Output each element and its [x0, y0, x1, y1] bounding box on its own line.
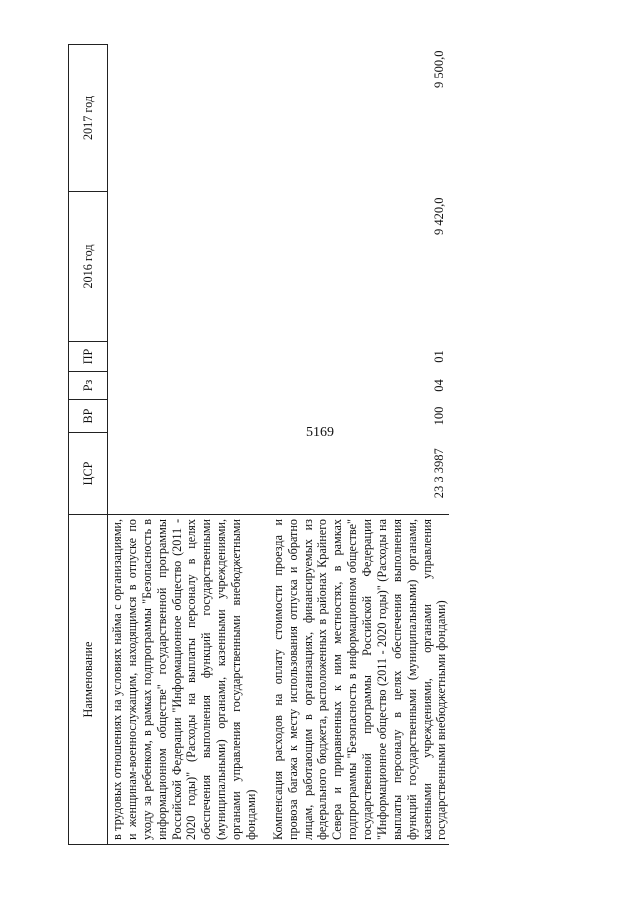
header-2017: 2017 год — [69, 45, 108, 192]
header-2016: 2016 год — [69, 192, 108, 342]
row1-text: в трудовых отношениях на условиях найма с организациями, и женщинам-военнослужащим, находящимся в отпуске по уходу за ребенком, в рамках подпрограммы "Безопасность в информационном обществе" государственной программы Российской Федерации "Информационное общество (2011 - 2020 годы)" (Расходы на выплаты персоналу в целях обеспечения выполнения функций государственными (муниципальными) органами, казенными учреждениями, органами управления государственными внебюджетными фондами) — [110, 519, 258, 840]
page-number: 5169 — [306, 425, 334, 440]
table-header-row — [69, 45, 108, 845]
budget-table-sheet — [68, 45, 578, 845]
table-row — [269, 45, 450, 845]
budget-table — [68, 44, 449, 845]
row2-csr: 23 3 3987 — [432, 448, 446, 499]
table-row — [108, 45, 269, 845]
header-csr: ЦСР — [69, 433, 108, 515]
header-pr: ПР — [69, 342, 108, 372]
row2-2016: 9 420,0 — [432, 197, 446, 235]
row2-text: Компенсация расходов на оплату стоимости проезда и провоза багажа к месту использования отпуска и обратно лицам, работающим в организациях, финансируемых из федерального бюджета, расположенных в районах Крайнего Севера и приравненных к ним местностях, в рамках подпрограммы "Безопасность в информационном обществе" государственной программы Российской Федерации "Информационное общество (2011 - 2020 годы)" (Расходы на выплаты персоналу в целях обеспечения выполнения функций государственными (муниципальными) органами, казенными учреждениями, органами управления государственными внебюджетными фондами) — [270, 519, 449, 840]
row2-2017: 9 500,0 — [432, 50, 446, 88]
header-vr: ВР — [69, 400, 108, 433]
row2-vr: 100 — [432, 406, 446, 426]
row1-name — [108, 515, 269, 845]
row2-pr: 01 — [432, 350, 446, 363]
header-rz: Рз — [69, 372, 108, 400]
header-name: Наименование — [69, 515, 108, 845]
row2-rz: 04 — [432, 379, 446, 392]
row2-name — [269, 515, 450, 845]
